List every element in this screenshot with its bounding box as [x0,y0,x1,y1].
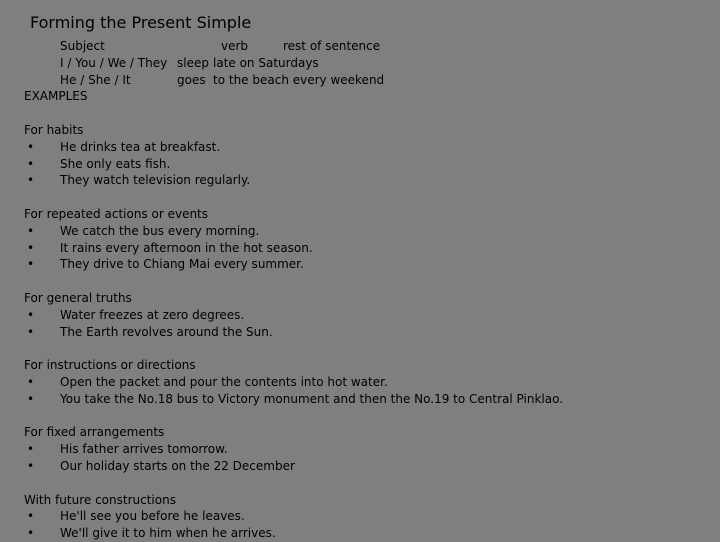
bullet-icon: • [27,458,35,473]
list-item [24,307,714,324]
section-fixed-arrangements [24,424,714,474]
list-item [24,256,714,273]
list-item [24,139,714,156]
header-verb: verb [221,39,249,53]
list-item-text: Open the packet and pour the contents into hot water. [60,374,388,389]
header-subject: Subject [60,39,105,53]
bullet-icon: • [27,509,35,524]
list-item-text: We'll give it to him when he arrives. [60,526,276,541]
bullet-icon: • [27,391,35,406]
section-heading: For fixed arrangements [24,425,165,440]
section-heading: For habits [24,122,84,137]
bullet-icon: • [27,442,35,457]
row-rest: to the beach every weekend [213,72,385,87]
list-item [24,374,714,391]
list-item [24,391,714,408]
bullet-icon: • [27,223,35,238]
list-item-text: You take the No.18 bus to Victory monument and then the No.19 to Central Pinklao. [60,391,564,406]
bullet-icon: • [27,324,35,339]
section-future-constructions [24,492,714,542]
list-item [24,172,714,189]
bullet-icon: • [27,307,35,322]
table-header-row [24,38,714,55]
bullet-list [24,374,714,408]
header-rest: rest of sentence [283,39,381,53]
list-item [24,525,714,542]
list-item-text: He'll see you before he leaves. [60,509,245,524]
list-item [24,441,714,458]
section-instructions [24,357,714,407]
list-item-text: Our holiday starts on the 22 December [60,458,295,473]
bullet-icon: • [27,526,35,541]
list-item-text: The Earth revolves around the Sun. [60,324,273,339]
bullet-list [24,508,714,542]
table-row [24,72,714,89]
bullet-icon: • [27,374,35,389]
list-item [24,324,714,341]
slide-title: Forming the Present Simple [30,13,252,32]
bullet-icon: • [27,173,35,188]
list-item [24,508,714,525]
list-item-text: She only eats fish. [60,156,171,171]
list-item-text: His father arrives tomorrow. [60,442,228,457]
bullet-list [24,223,714,273]
slide-content [24,38,714,542]
section-heading: For general truths [24,290,132,305]
row-subject: He / She / It [60,72,131,87]
bullet-icon: • [27,240,35,255]
section-general-truths [24,290,714,340]
list-item [24,223,714,240]
list-item-text: He drinks tea at breakfast. [60,139,221,154]
list-item-text: It rains every afternoon in the hot season. [60,240,313,255]
bullet-icon: • [27,156,35,171]
table-row [24,55,714,72]
list-item-text: Water freezes at zero degrees. [60,307,245,322]
section-heading: For instructions or directions [24,358,196,373]
row-verb: sleep [177,55,209,70]
list-item [24,240,714,257]
list-item [24,458,714,475]
section-habits [24,122,714,189]
list-item-text: They watch television regularly. [60,173,251,188]
section-heading: With future constructions [24,492,176,507]
bullet-icon: • [27,257,35,272]
section-repeated-actions [24,206,714,273]
row-subject: I / You / We / They [60,55,168,70]
bullet-list [24,441,714,475]
list-item-text: They drive to Chiang Mai every summer. [60,257,304,272]
bullet-icon: • [27,139,35,154]
list-item-text: We catch the bus every morning. [60,223,260,238]
bullet-list [24,139,714,189]
section-heading: For repeated actions or events [24,206,209,221]
row-verb: goes [177,72,206,87]
list-item [24,156,714,173]
examples-label: EXAMPLES [24,89,88,104]
bullet-list [24,307,714,341]
row-rest: late on Saturdays [213,55,319,70]
